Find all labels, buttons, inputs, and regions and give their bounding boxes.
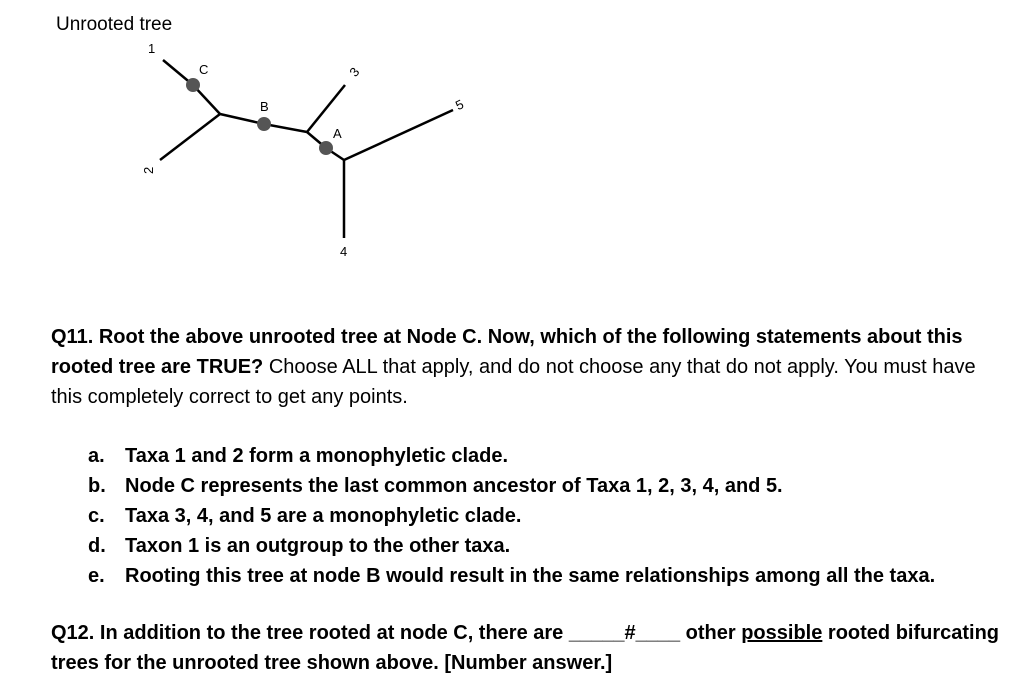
option-c[interactable] [88, 501, 1018, 531]
option-e[interactable] [88, 561, 1018, 591]
question-11 [51, 322, 1001, 412]
q12-underlined-word: possible [741, 622, 823, 644]
tree-branches [160, 60, 453, 238]
branch-2 [160, 114, 220, 160]
unrooted-tree-diagram [0, 0, 1024, 300]
option-letter: d. [88, 535, 106, 557]
node-c-dot [186, 78, 200, 92]
tip-label-4: 4 [340, 244, 348, 259]
q12-part2: other [680, 622, 742, 644]
tip-label-2: 2 [141, 166, 156, 174]
tip-label-1: 1 [148, 41, 156, 56]
q12-part1: Q12. In addition to the tree rooted at node C, there are [51, 622, 569, 644]
option-d[interactable] [88, 531, 1018, 561]
node-label-b: B [260, 99, 269, 114]
branch-3 [307, 85, 345, 132]
option-letter: c. [88, 505, 105, 527]
option-text: Taxa 3, 4, and 5 are a monophyletic clade. [125, 505, 522, 527]
question-12 [51, 618, 1001, 678]
figure-title: Unrooted tree [56, 14, 173, 35]
node-b-dot [257, 117, 271, 131]
branch-5 [344, 110, 453, 160]
option-text: Taxa 1 and 2 form a monophyletic clade. [125, 445, 509, 467]
node-label-a: A [333, 126, 342, 141]
option-a[interactable] [88, 441, 1018, 471]
answer-options [88, 441, 1018, 591]
node-label-c: C [199, 62, 209, 77]
q11-instructions: Choose ALL that apply, and do not choose any that do not apply. You must have this completely correct to get any points. [51, 356, 976, 408]
option-letter: e. [88, 565, 105, 587]
q12-answer-blank[interactable]: _____#____ [568, 622, 681, 644]
option-b[interactable] [88, 471, 1018, 501]
option-text: Node C represents the last common ancestor of Taxa 1, 2, 3, 4, and 5. [125, 475, 783, 497]
q11-prompt: Q11. Root the above unrooted tree at Node C. Now, which of the following statements about this rooted tree are TRUE? [51, 326, 963, 378]
option-letter: b. [88, 475, 106, 497]
option-text: Rooting this tree at node B would result in the same relationships among all the taxa. [125, 565, 936, 587]
tip-label-5: 5 [452, 96, 466, 114]
node-a-dot [319, 141, 333, 155]
option-letter: a. [88, 445, 105, 467]
q12-part3: rooted bifurcating trees for the unrooted tree shown above. [Number answer.] [51, 622, 1000, 674]
tip-label-3: 3 [346, 64, 363, 80]
option-text: Taxon 1 is an outgroup to the other taxa. [125, 535, 511, 557]
